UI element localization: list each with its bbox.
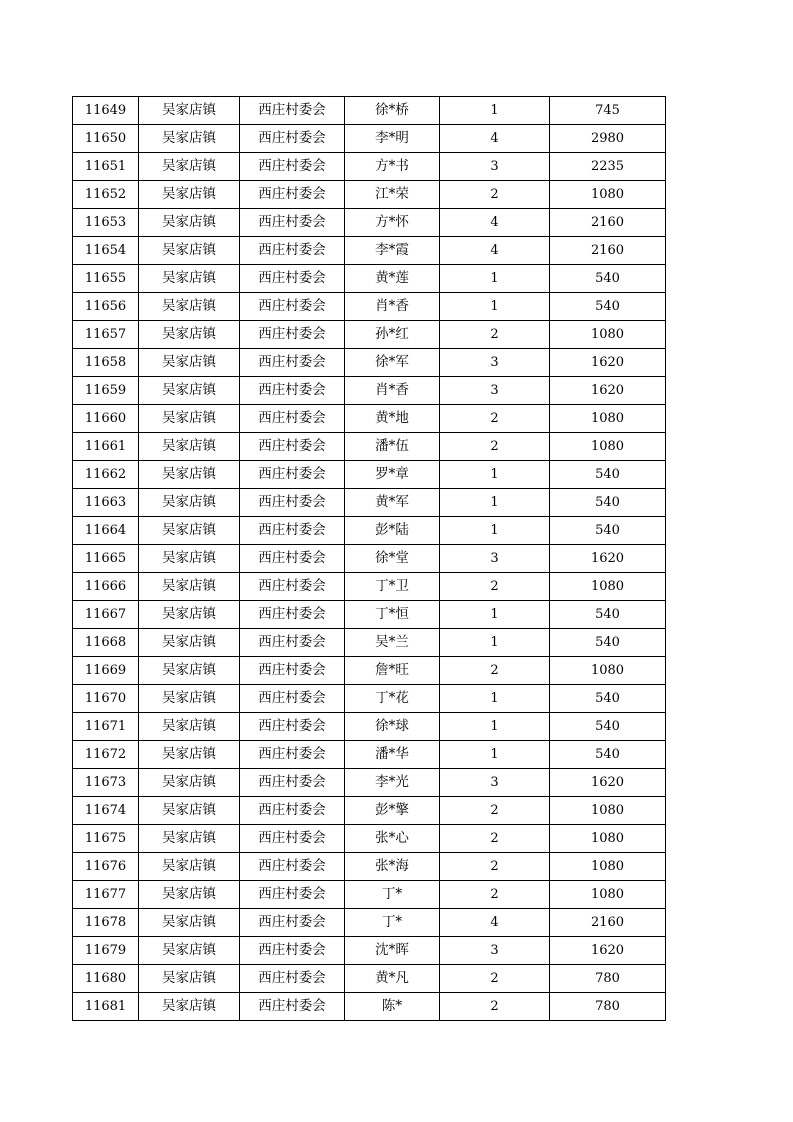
table-row [73, 461, 666, 489]
cell-village: 西庄村委会 [240, 741, 345, 769]
cell-count: 3 [440, 769, 550, 797]
cell-village: 西庄村委会 [240, 881, 345, 909]
cell-town: 吴家店镇 [139, 237, 240, 265]
cell-name: 罗*章 [345, 461, 440, 489]
cell-village: 西庄村委会 [240, 97, 345, 125]
cell-amount: 540 [550, 601, 666, 629]
cell-id: 11656 [73, 293, 139, 321]
cell-name: 丁*恒 [345, 601, 440, 629]
cell-town: 吴家店镇 [139, 853, 240, 881]
cell-town: 吴家店镇 [139, 517, 240, 545]
cell-town: 吴家店镇 [139, 741, 240, 769]
cell-village: 西庄村委会 [240, 573, 345, 601]
table-row [73, 489, 666, 517]
table-row [73, 517, 666, 545]
cell-count: 3 [440, 153, 550, 181]
cell-village: 西庄村委会 [240, 545, 345, 573]
cell-count: 2 [440, 433, 550, 461]
cell-id: 11681 [73, 993, 139, 1021]
cell-amount: 2160 [550, 909, 666, 937]
cell-amount: 540 [550, 629, 666, 657]
cell-count: 3 [440, 349, 550, 377]
cell-amount: 1620 [550, 937, 666, 965]
cell-id: 11652 [73, 181, 139, 209]
cell-amount: 540 [550, 265, 666, 293]
cell-id: 11650 [73, 125, 139, 153]
cell-count: 2 [440, 993, 550, 1021]
cell-town: 吴家店镇 [139, 573, 240, 601]
cell-amount: 1080 [550, 573, 666, 601]
cell-name: 徐*军 [345, 349, 440, 377]
table-row [73, 97, 666, 125]
cell-town: 吴家店镇 [139, 181, 240, 209]
cell-village: 西庄村委会 [240, 657, 345, 685]
cell-name: 方*书 [345, 153, 440, 181]
cell-count: 3 [440, 937, 550, 965]
cell-name: 黄*凡 [345, 965, 440, 993]
cell-village: 西庄村委会 [240, 825, 345, 853]
cell-name: 彭*擎 [345, 797, 440, 825]
cell-village: 西庄村委会 [240, 125, 345, 153]
table-row [73, 153, 666, 181]
cell-town: 吴家店镇 [139, 797, 240, 825]
cell-amount: 2160 [550, 237, 666, 265]
cell-village: 西庄村委会 [240, 685, 345, 713]
cell-id: 11649 [73, 97, 139, 125]
cell-name: 詹*旺 [345, 657, 440, 685]
cell-name: 张*心 [345, 825, 440, 853]
cell-name: 李*明 [345, 125, 440, 153]
table-row [73, 629, 666, 657]
cell-id: 11659 [73, 377, 139, 405]
table-row [73, 601, 666, 629]
cell-town: 吴家店镇 [139, 209, 240, 237]
cell-town: 吴家店镇 [139, 881, 240, 909]
cell-id: 11665 [73, 545, 139, 573]
cell-village: 西庄村委会 [240, 181, 345, 209]
cell-count: 2 [440, 853, 550, 881]
cell-town: 吴家店镇 [139, 461, 240, 489]
table-row [73, 769, 666, 797]
table-row [73, 657, 666, 685]
cell-amount: 1080 [550, 181, 666, 209]
cell-name: 张*海 [345, 853, 440, 881]
cell-name: 黄*地 [345, 405, 440, 433]
cell-village: 西庄村委会 [240, 797, 345, 825]
cell-id: 11655 [73, 265, 139, 293]
cell-id: 11676 [73, 853, 139, 881]
cell-town: 吴家店镇 [139, 629, 240, 657]
cell-count: 1 [440, 741, 550, 769]
cell-village: 西庄村委会 [240, 293, 345, 321]
cell-count: 1 [440, 97, 550, 125]
cell-id: 11657 [73, 321, 139, 349]
table-row [73, 573, 666, 601]
cell-count: 1 [440, 293, 550, 321]
cell-village: 西庄村委会 [240, 237, 345, 265]
table-row [73, 797, 666, 825]
table-row [73, 265, 666, 293]
cell-id: 11674 [73, 797, 139, 825]
cell-village: 西庄村委会 [240, 909, 345, 937]
cell-id: 11673 [73, 769, 139, 797]
cell-amount: 1620 [550, 377, 666, 405]
cell-id: 11654 [73, 237, 139, 265]
cell-village: 西庄村委会 [240, 433, 345, 461]
cell-town: 吴家店镇 [139, 489, 240, 517]
cell-count: 1 [440, 601, 550, 629]
cell-amount: 1080 [550, 881, 666, 909]
cell-count: 2 [440, 881, 550, 909]
cell-id: 11667 [73, 601, 139, 629]
cell-id: 11663 [73, 489, 139, 517]
cell-name: 江*荣 [345, 181, 440, 209]
cell-id: 11661 [73, 433, 139, 461]
cell-town: 吴家店镇 [139, 377, 240, 405]
cell-name: 丁*花 [345, 685, 440, 713]
cell-name: 黄*莲 [345, 265, 440, 293]
cell-village: 西庄村委会 [240, 937, 345, 965]
cell-town: 吴家店镇 [139, 993, 240, 1021]
cell-id: 11680 [73, 965, 139, 993]
cell-amount: 540 [550, 489, 666, 517]
cell-name: 陈* [345, 993, 440, 1021]
cell-village: 西庄村委会 [240, 489, 345, 517]
cell-amount: 2235 [550, 153, 666, 181]
cell-id: 11660 [73, 405, 139, 433]
cell-amount: 745 [550, 97, 666, 125]
table-row [73, 937, 666, 965]
cell-count: 2 [440, 181, 550, 209]
table-row [73, 433, 666, 461]
cell-amount: 540 [550, 461, 666, 489]
table-row [73, 545, 666, 573]
cell-amount: 1620 [550, 349, 666, 377]
cell-town: 吴家店镇 [139, 545, 240, 573]
cell-village: 西庄村委会 [240, 349, 345, 377]
cell-id: 11677 [73, 881, 139, 909]
cell-name: 徐*球 [345, 713, 440, 741]
cell-village: 西庄村委会 [240, 853, 345, 881]
cell-town: 吴家店镇 [139, 601, 240, 629]
table-row [73, 965, 666, 993]
cell-amount: 1080 [550, 797, 666, 825]
cell-name: 潘*伍 [345, 433, 440, 461]
cell-name: 丁*卫 [345, 573, 440, 601]
cell-amount: 540 [550, 685, 666, 713]
cell-name: 肖*香 [345, 293, 440, 321]
table-row [73, 349, 666, 377]
cell-amount: 1080 [550, 657, 666, 685]
cell-name: 沈*晖 [345, 937, 440, 965]
cell-town: 吴家店镇 [139, 125, 240, 153]
cell-id: 11679 [73, 937, 139, 965]
cell-amount: 540 [550, 713, 666, 741]
cell-town: 吴家店镇 [139, 769, 240, 797]
cell-town: 吴家店镇 [139, 713, 240, 741]
table-row [73, 993, 666, 1021]
cell-count: 4 [440, 209, 550, 237]
cell-amount: 540 [550, 293, 666, 321]
cell-town: 吴家店镇 [139, 293, 240, 321]
cell-id: 11664 [73, 517, 139, 545]
table-row [73, 909, 666, 937]
cell-town: 吴家店镇 [139, 321, 240, 349]
cell-name: 丁* [345, 909, 440, 937]
table-row [73, 125, 666, 153]
table-row [73, 685, 666, 713]
cell-id: 11662 [73, 461, 139, 489]
table-row [73, 825, 666, 853]
cell-count: 4 [440, 909, 550, 937]
cell-count: 3 [440, 377, 550, 405]
cell-town: 吴家店镇 [139, 657, 240, 685]
cell-amount: 780 [550, 965, 666, 993]
cell-amount: 780 [550, 993, 666, 1021]
cell-count: 1 [440, 713, 550, 741]
cell-count: 2 [440, 321, 550, 349]
cell-amount: 1620 [550, 769, 666, 797]
cell-id: 11672 [73, 741, 139, 769]
cell-id: 11671 [73, 713, 139, 741]
table-row [73, 853, 666, 881]
cell-village: 西庄村委会 [240, 461, 345, 489]
cell-amount: 1620 [550, 545, 666, 573]
cell-town: 吴家店镇 [139, 937, 240, 965]
cell-count: 2 [440, 965, 550, 993]
cell-count: 2 [440, 797, 550, 825]
cell-town: 吴家店镇 [139, 153, 240, 181]
cell-town: 吴家店镇 [139, 685, 240, 713]
table-row [73, 209, 666, 237]
cell-town: 吴家店镇 [139, 349, 240, 377]
cell-id: 11678 [73, 909, 139, 937]
cell-village: 西庄村委会 [240, 713, 345, 741]
cell-name: 肖*香 [345, 377, 440, 405]
cell-town: 吴家店镇 [139, 965, 240, 993]
cell-amount: 1080 [550, 321, 666, 349]
cell-count: 1 [440, 489, 550, 517]
cell-town: 吴家店镇 [139, 405, 240, 433]
cell-id: 11666 [73, 573, 139, 601]
data-table [72, 96, 666, 1021]
cell-village: 西庄村委会 [240, 265, 345, 293]
table-row [73, 405, 666, 433]
cell-count: 2 [440, 573, 550, 601]
cell-count: 1 [440, 517, 550, 545]
cell-village: 西庄村委会 [240, 405, 345, 433]
cell-village: 西庄村委会 [240, 377, 345, 405]
cell-id: 11658 [73, 349, 139, 377]
cell-name: 徐*桥 [345, 97, 440, 125]
table-row [73, 713, 666, 741]
cell-count: 2 [440, 825, 550, 853]
cell-id: 11675 [73, 825, 139, 853]
cell-count: 2 [440, 657, 550, 685]
cell-amount: 540 [550, 741, 666, 769]
cell-id: 11651 [73, 153, 139, 181]
cell-village: 西庄村委会 [240, 601, 345, 629]
cell-count: 1 [440, 461, 550, 489]
cell-name: 黄*军 [345, 489, 440, 517]
cell-count: 1 [440, 629, 550, 657]
cell-village: 西庄村委会 [240, 321, 345, 349]
table-row [73, 237, 666, 265]
cell-town: 吴家店镇 [139, 433, 240, 461]
cell-village: 西庄村委会 [240, 965, 345, 993]
table-row [73, 377, 666, 405]
cell-id: 11669 [73, 657, 139, 685]
cell-name: 吴*兰 [345, 629, 440, 657]
cell-village: 西庄村委会 [240, 153, 345, 181]
cell-name: 方*怀 [345, 209, 440, 237]
cell-count: 1 [440, 265, 550, 293]
cell-count: 4 [440, 125, 550, 153]
cell-amount: 1080 [550, 825, 666, 853]
table-row [73, 181, 666, 209]
cell-name: 潘*华 [345, 741, 440, 769]
cell-name: 李*光 [345, 769, 440, 797]
table-row [73, 741, 666, 769]
cell-id: 11653 [73, 209, 139, 237]
cell-town: 吴家店镇 [139, 909, 240, 937]
cell-village: 西庄村委会 [240, 769, 345, 797]
cell-count: 1 [440, 685, 550, 713]
cell-village: 西庄村委会 [240, 993, 345, 1021]
table-row [73, 881, 666, 909]
cell-name: 彭*陆 [345, 517, 440, 545]
cell-count: 4 [440, 237, 550, 265]
cell-id: 11668 [73, 629, 139, 657]
table-body [73, 97, 666, 1021]
cell-name: 李*霞 [345, 237, 440, 265]
cell-name: 徐*堂 [345, 545, 440, 573]
cell-name: 孙*红 [345, 321, 440, 349]
cell-amount: 2980 [550, 125, 666, 153]
table-row [73, 293, 666, 321]
cell-amount: 1080 [550, 405, 666, 433]
cell-village: 西庄村委会 [240, 209, 345, 237]
cell-town: 吴家店镇 [139, 825, 240, 853]
cell-amount: 1080 [550, 433, 666, 461]
cell-village: 西庄村委会 [240, 517, 345, 545]
cell-town: 吴家店镇 [139, 97, 240, 125]
cell-name: 丁* [345, 881, 440, 909]
cell-amount: 1080 [550, 853, 666, 881]
cell-id: 11670 [73, 685, 139, 713]
cell-town: 吴家店镇 [139, 265, 240, 293]
cell-count: 2 [440, 405, 550, 433]
cell-amount: 540 [550, 517, 666, 545]
cell-village: 西庄村委会 [240, 629, 345, 657]
cell-count: 3 [440, 545, 550, 573]
cell-amount: 2160 [550, 209, 666, 237]
table-row [73, 321, 666, 349]
